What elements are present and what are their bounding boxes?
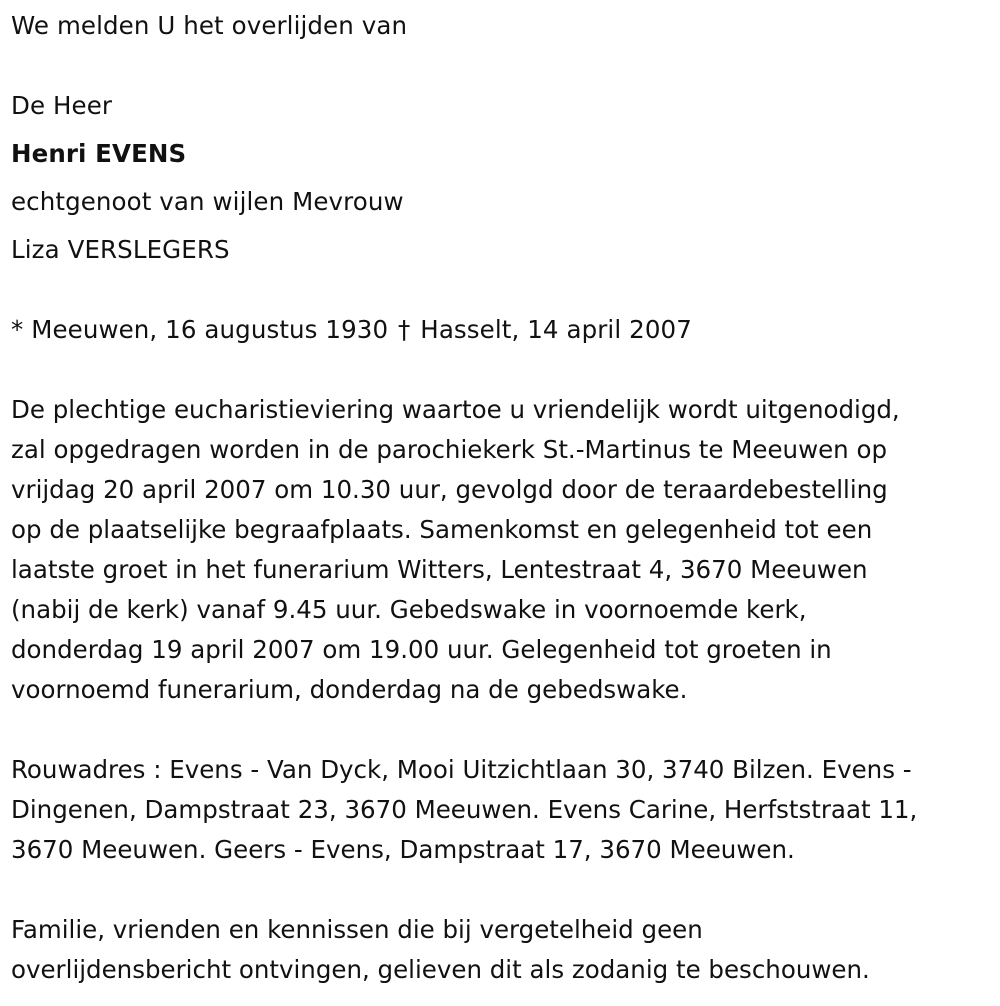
mourning-line: Dingenen, Dampstraat 23, 3670 Meeuwen. Evens Carine, Herfststraat 11, — [11, 795, 918, 824]
ceremony-line: op de plaatselijke begraafplaats. Samenkomst en gelegenheid tot een — [11, 515, 873, 544]
ceremony-line: laatste groet in het funerarium Witters, Lentestraat 4, 3670 Meeuwen — [11, 555, 868, 584]
dates-line — [11, 310, 692, 350]
closing-paragraph — [11, 910, 986, 990]
ceremony-line: vrijdag 20 april 2007 om 10.30 uur, gevolgd door de teraardebestelling — [11, 475, 888, 504]
ceremony-paragraph — [11, 390, 986, 710]
ceremony-line: donderdag 19 april 2007 om 19.00 uur. Gelegenheid tot groeten in — [11, 635, 832, 664]
birth-date: * Meeuwen, 16 augustus 1930 — [11, 315, 389, 344]
ceremony-line: (nabij de kerk) vanaf 9.45 uur. Gebedswake in voornoemde kerk, — [11, 595, 807, 624]
intro-text: We melden U het overlijden van — [11, 11, 408, 40]
spouse-line-2: Liza VERSLEGERS — [11, 235, 230, 264]
deceased-name: Henri EVENS — [11, 139, 187, 168]
closing-line: Familie, vrienden en kennissen die bij vergetelheid geen — [11, 915, 703, 944]
mourning-address-paragraph — [11, 750, 986, 870]
death-date: Hasselt, 14 april 2007 — [420, 315, 692, 344]
mourning-line: 3670 Meeuwen. Geers - Evens, Dampstraat 17, 3670 Meeuwen. — [11, 835, 795, 864]
cross-icon: † — [398, 315, 411, 344]
ceremony-line: voornoemd funerarium, donderdag na de gebedswake. — [11, 675, 688, 704]
ceremony-line: zal opgedragen worden in de parochiekerk St.-Martinus te Meeuwen op — [11, 435, 888, 464]
mourning-line: Rouwadres : Evens - Van Dyck, Mooi Uitzichtlaan 30, 3740 Bilzen. Evens - — [11, 755, 912, 784]
ceremony-line: De plechtige eucharistieviering waartoe u vriendelijk wordt uitgenodigd, — [11, 395, 900, 424]
spouse-line-1: echtgenoot van wijlen Mevrouw — [11, 187, 404, 216]
closing-line: overlijdensbericht ontvingen, gelieven dit als zodanig te beschouwen. — [11, 955, 870, 984]
honorific: De Heer — [11, 91, 113, 120]
